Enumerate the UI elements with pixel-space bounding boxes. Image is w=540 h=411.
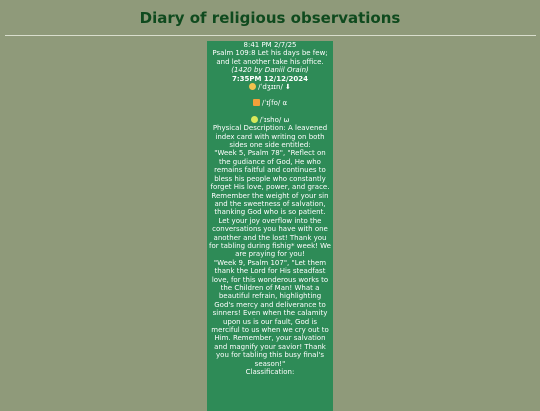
- card-quote: "Week 9, Psalm 107", "Let them thank the Lord for His steadfast love, for this wonderous works to the Children of Man! What a beautiful refrain, highlighting God's mercy and deliverance to sinners! Even when the calamity upon us is our fault, God is merciful to us when we cry out to Him. Remember, your salvation and magnify your savior! Thank you for tabling this busy final's season!": [211, 258, 329, 368]
- classification-label: Classification:: [245, 368, 295, 377]
- pronunciation-row: [209, 116, 331, 124]
- page-title: Diary of religious observations: [139, 9, 401, 27]
- pronunciation-row: [209, 99, 331, 107]
- entry-time: 7:35PM 12/12/2024: [231, 74, 309, 83]
- pronunciation-text: /ˈɪʃfo/ ⍺: [261, 99, 288, 108]
- globe-icon: [251, 116, 258, 123]
- verse-text: Psalm 109:8 Let his days be few; and let another take his office.: [212, 49, 328, 66]
- card-quote: "Week 5, Psalm 78", "Reflect on the gudiance of God, He who remains faitful and continues to bless his people who constantly forget His love, power, and grace. Remember the weight of your sin and the sweetness of salvation, thanking God who is so patient. Let your joy overflow into the conversations you have with one another and the lost! Thank you for tabling during fishig* week! We are praying for you!: [209, 149, 331, 259]
- pronunciation-text: /ˈdʒɪɪn/ ⬇: [258, 83, 291, 92]
- diary-entry-card: [207, 41, 333, 411]
- cake-icon: [249, 83, 256, 90]
- title-divider: [5, 35, 536, 36]
- physical-description: Physical Description: A leavened index card with writing on both sides one side entitled:: [212, 124, 328, 150]
- entry-timestamp: 8:41 PM 2/7/25: [243, 41, 297, 49]
- pronunciation-row: [209, 83, 331, 91]
- gift-icon: [253, 99, 260, 106]
- pronunciation-text: /ˈɪsho/ ⍵: [259, 115, 290, 124]
- verse-note: (1420 by Daniil Orain): [231, 66, 309, 75]
